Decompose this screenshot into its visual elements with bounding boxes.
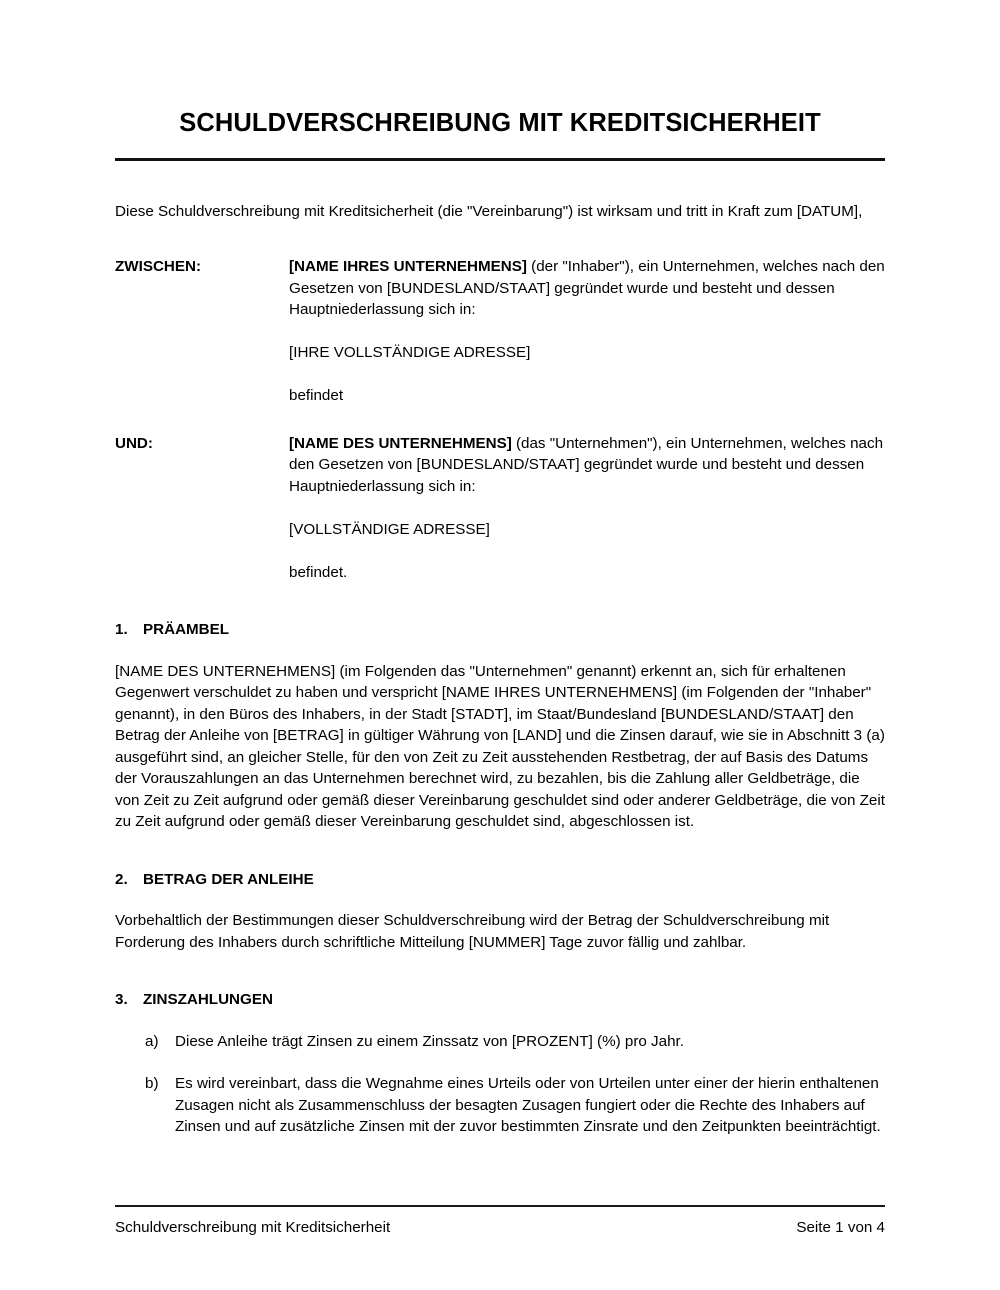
list-item-text-a: Diese Anleihe trägt Zinsen zu einem Zinssatz von [PROZENT] (%) pro Jahr. [175, 1032, 684, 1050]
party-second-name: [NAME DES UNTERNEHMENS] [289, 434, 512, 452]
section-praeambel [115, 619, 885, 833]
party-first-name: [NAME IHRES UNTERNEHMENS] [289, 258, 527, 276]
page-title: SCHULDVERSCHREIBUNG MIT KREDITSICHERHEIT [179, 109, 821, 137]
footer-divider [115, 1205, 885, 1207]
party-first-address: [IHRE VOLLSTÄNDIGE ADRESSE] [289, 344, 531, 362]
section-number-3: 3. [115, 991, 128, 1009]
section-body-2: Vorbehaltlich der Bestimmungen dieser Schuldverschreibung wird der Betrag der Schuldverschreibung mit Forderung des Inhabers durch schriftliche Mitteilung [NUMMER] Tage zuvor fällig und zahlbar. [115, 912, 830, 951]
list-item [115, 1073, 885, 1138]
party-first-name-line [289, 256, 885, 321]
party-block-first [115, 256, 885, 407]
list-item-text-b: Es wird vereinbart, dass die Wegnahme eines Urteils oder von Urteilen unter einer der hierin enthaltenen Zusagen nicht als Zusammenschluss der besagten Zusagen fungiert oder die Rechte des Inhabers auf Zinsen und auf zusätzliche Zinsen mit der zuvor bestimmten Zinsrate und den Zeitpunkten beeinträchtigt. [175, 1075, 881, 1136]
section-title-1: PRÄAMBEL [143, 621, 230, 639]
section-heading-3 [115, 989, 885, 1011]
section-title-2: BETRAG DER ANLEIHE [143, 870, 314, 888]
list-item-marker-a: a) [145, 1032, 159, 1050]
page-footer [115, 1205, 885, 1238]
section-title-3: ZINSZAHLUNGEN [143, 991, 273, 1009]
footer-row [115, 1217, 885, 1238]
intro-paragraph: Diese Schuldverschreibung mit Kreditsicherheit (die "Vereinbarung") ist wirksam und tritt in Kraft zum [DATUM], [115, 202, 863, 220]
section-heading-2 [115, 869, 885, 891]
party-first-closing: befindet [289, 387, 344, 405]
footer-page-number: Seite 1 von 4 [796, 1219, 885, 1236]
party-block-second [115, 433, 885, 584]
section-number-2: 2. [115, 870, 128, 888]
section-body-1: [NAME DES UNTERNEHMENS] (im Folgenden das "Unternehmen" genannt) erkennt an, sich für erhaltenen Gegenwert verschuldet zu haben und verspricht [NAME IHRES UNTERNEHMENS] (im Folgenden der "Inhaber" genannt), in den Büros des Inhabers, in der Stadt [STADT], im Staat/Bundesland [BUNDESLAND/STAAT] den Betrag der Anleihe von [BETRAG] in gültiger Währung von [LAND] und die Zinsen darauf, wie sie in Abschnitt 3 (a) ausgeführt sind, an gleicher Stelle, für den von Zeit zu Zeit ausstehenden Restbetrag, der auf Basis des Datums der Vorauszahlungen an das Unternehmen berechnet wird, zu bezahlen, bis die Zahlung aller Geldbeträge, die von Zeit zu Zeit aufgrund oder gemäß dieser Vereinbarung geschuldet sind oder anderer Geldbeträge, die von Zeit zu Zeit aufgrund oder gemäß dieser Vereinbarung geschuldet sind, abgeschlossen ist. [115, 662, 885, 831]
party-second-address: [VOLLSTÄNDIGE ADRESSE] [289, 520, 490, 538]
party-details-first [289, 256, 885, 407]
list-item [115, 1031, 885, 1053]
party-label-between: ZWISCHEN: [115, 258, 202, 276]
section-zinszahlungen [115, 989, 885, 1138]
party-second-description: (das "Unternehmen"), ein Unternehmen, welches nach den Gesetzen von [BUNDESLAND/STAAT] gegründet wurde und besteht und dessen Hauptniederlassung sich in: [289, 434, 884, 495]
footer-document-name: Schuldverschreibung mit Kreditsicherheit [115, 1219, 391, 1236]
party-second-closing: befindet. [289, 563, 348, 581]
section-3-list [115, 1031, 885, 1138]
section-heading-1 [115, 619, 885, 641]
section-betrag-der-anleihe [115, 869, 885, 954]
title-divider [115, 158, 885, 161]
document-content [115, 0, 885, 1138]
party-label-and: UND: [115, 434, 153, 452]
section-number-1: 1. [115, 621, 128, 639]
party-details-second [289, 433, 885, 584]
party-first-description: (der "Inhaber"), ein Unternehmen, welches nach den Gesetzen von [BUNDESLAND/STAAT] gegründet wurde und besteht und dessen Hauptniederlassung sich in: [289, 258, 885, 319]
party-second-name-line [289, 433, 885, 498]
list-item-marker-b: b) [145, 1075, 159, 1093]
